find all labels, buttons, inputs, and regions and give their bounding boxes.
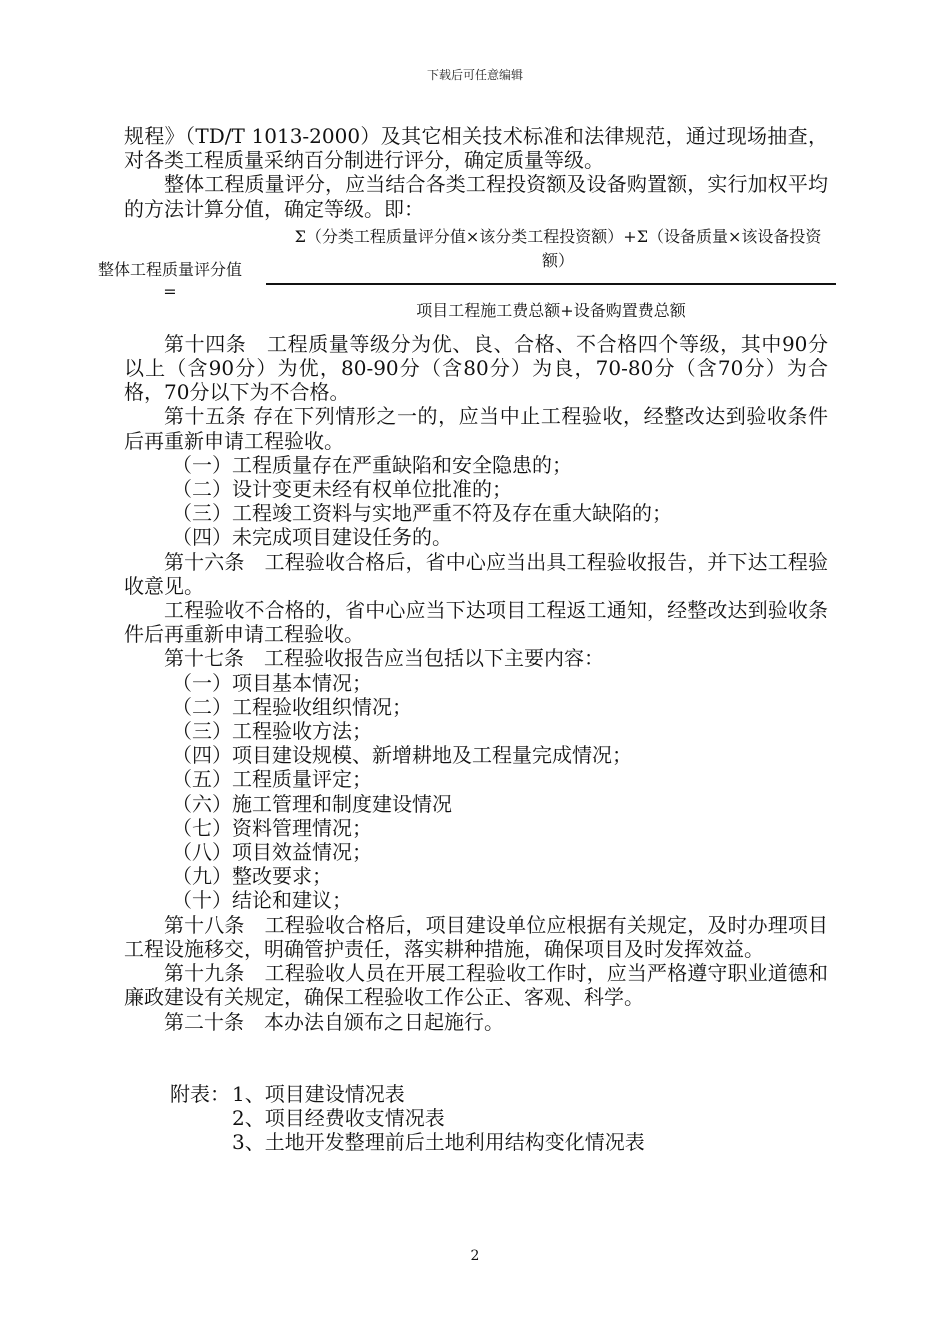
formula-numerator-line2: 额） [541,250,574,270]
article-paragraph: 第十八条 工程验收合格后，项目建设单位应根据有关规定，及时办理项目工程设施移交，明确管护责任，落实耕种措施，确保项目及时发挥效益。 [124,912,828,961]
attachment-row [124,1082,828,1106]
article-paragraph: 第十四条 工程质量等级分为优、良、合格、不合格四个等级，其中90分以上（含90分）为优，80-90分（含80分）为良，70-80分（含70分）为合格，70分以下为不合格。 [124,331,828,405]
list-item: （九）整改要求； [172,864,332,889]
list-item: （二）工程验收组织情况； [172,694,412,719]
list-item: （六）施工管理和制度建设情况 [172,791,452,816]
score-formula [97,225,828,329]
list-item: （五）工程质量评定； [172,767,372,792]
attachment-item: 1、项目建设情况表 [232,1081,405,1106]
attachment-item: 2、项目经费收支情况表 [232,1105,445,1130]
spacer [124,1034,828,1082]
paragraph-weighted-score: 整体工程质量评分，应当结合各类工程投资额及设备购置额，实行加权平均的方法计算分值，确定等级。即： [124,172,828,221]
list-item: （三）工程验收方法； [172,719,372,744]
formula-numerator-line1: Σ（分类工程质量评分值×该分类工程投资额）+Σ（设备质量×该设备投资 [294,226,822,246]
document-body [97,124,828,1155]
attachment-heading: 附表： [170,1081,230,1106]
formula-numerator [258,225,858,273]
fraction-bar [266,283,836,285]
list-item: （八）项目效益情况； [172,840,372,865]
list-item: （二）设计变更未经有权单位批准的； [172,477,512,502]
article-paragraph: 工程验收不合格的，省中心应当下达项目工程返工通知，经整改达到验收条件后再重新申请工程验收。 [124,598,828,647]
list-item: （四）未完成项目建设任务的。 [172,525,452,550]
formula-denominator: 项目工程施工费总额+设备购置费总额 [416,300,686,320]
list-item: （十）结论和建议； [172,888,352,913]
list-item: （四）项目建设规模、新增耕地及工程量完成情况； [172,743,632,768]
article-list [124,332,828,1034]
formula-label [88,259,252,303]
page-header: 下载后可任意编辑 [426,68,523,82]
article-paragraph: 第二十条 本办法自颁布之日起施行。 [164,1009,504,1034]
article-paragraph: 第十五条 存在下列情形之一的，应当中止工程验收，经整改达到验收条件后再重新申请工程验收。 [124,404,828,453]
list-item: （三）工程竣工资料与实地严重不符及存在重大缺陷的； [172,501,672,526]
paragraph-continued: 规程》（TD/T 1013-2000）及其它相关技术标准和法律规范，通过现场抽查，对各类工程质量采纳百分制进行评分，确定质量等级。 [124,124,828,173]
article-paragraph: 第十六条 工程验收合格后，省中心应当出具工程验收报告，并下达工程验收意见。 [124,549,828,598]
attachment-item: 3、土地开发整理前后土地利用结构变化情况表 [232,1130,645,1155]
formula-label-text: 整体工程质量评分值 [97,259,242,279]
article-paragraph: 第十七条 工程验收报告应当包括以下主要内容： [164,646,604,671]
list-item: （七）资料管理情况； [172,815,372,840]
attachment-row [124,1106,828,1130]
page-number: 2 [470,1248,480,1264]
formula-equals: = [163,281,177,301]
attachment-row [124,1130,828,1154]
list-item: （一）工程质量存在严重缺陷和安全隐患的； [172,452,572,477]
article-paragraph: 第十九条 工程验收人员在开展工程验收工作时，应当严格遵守职业道德和廉政建设有关规定，确保工程验收工作公正、客观、科学。 [124,961,828,1010]
list-item: （一）项目基本情况； [172,670,372,695]
